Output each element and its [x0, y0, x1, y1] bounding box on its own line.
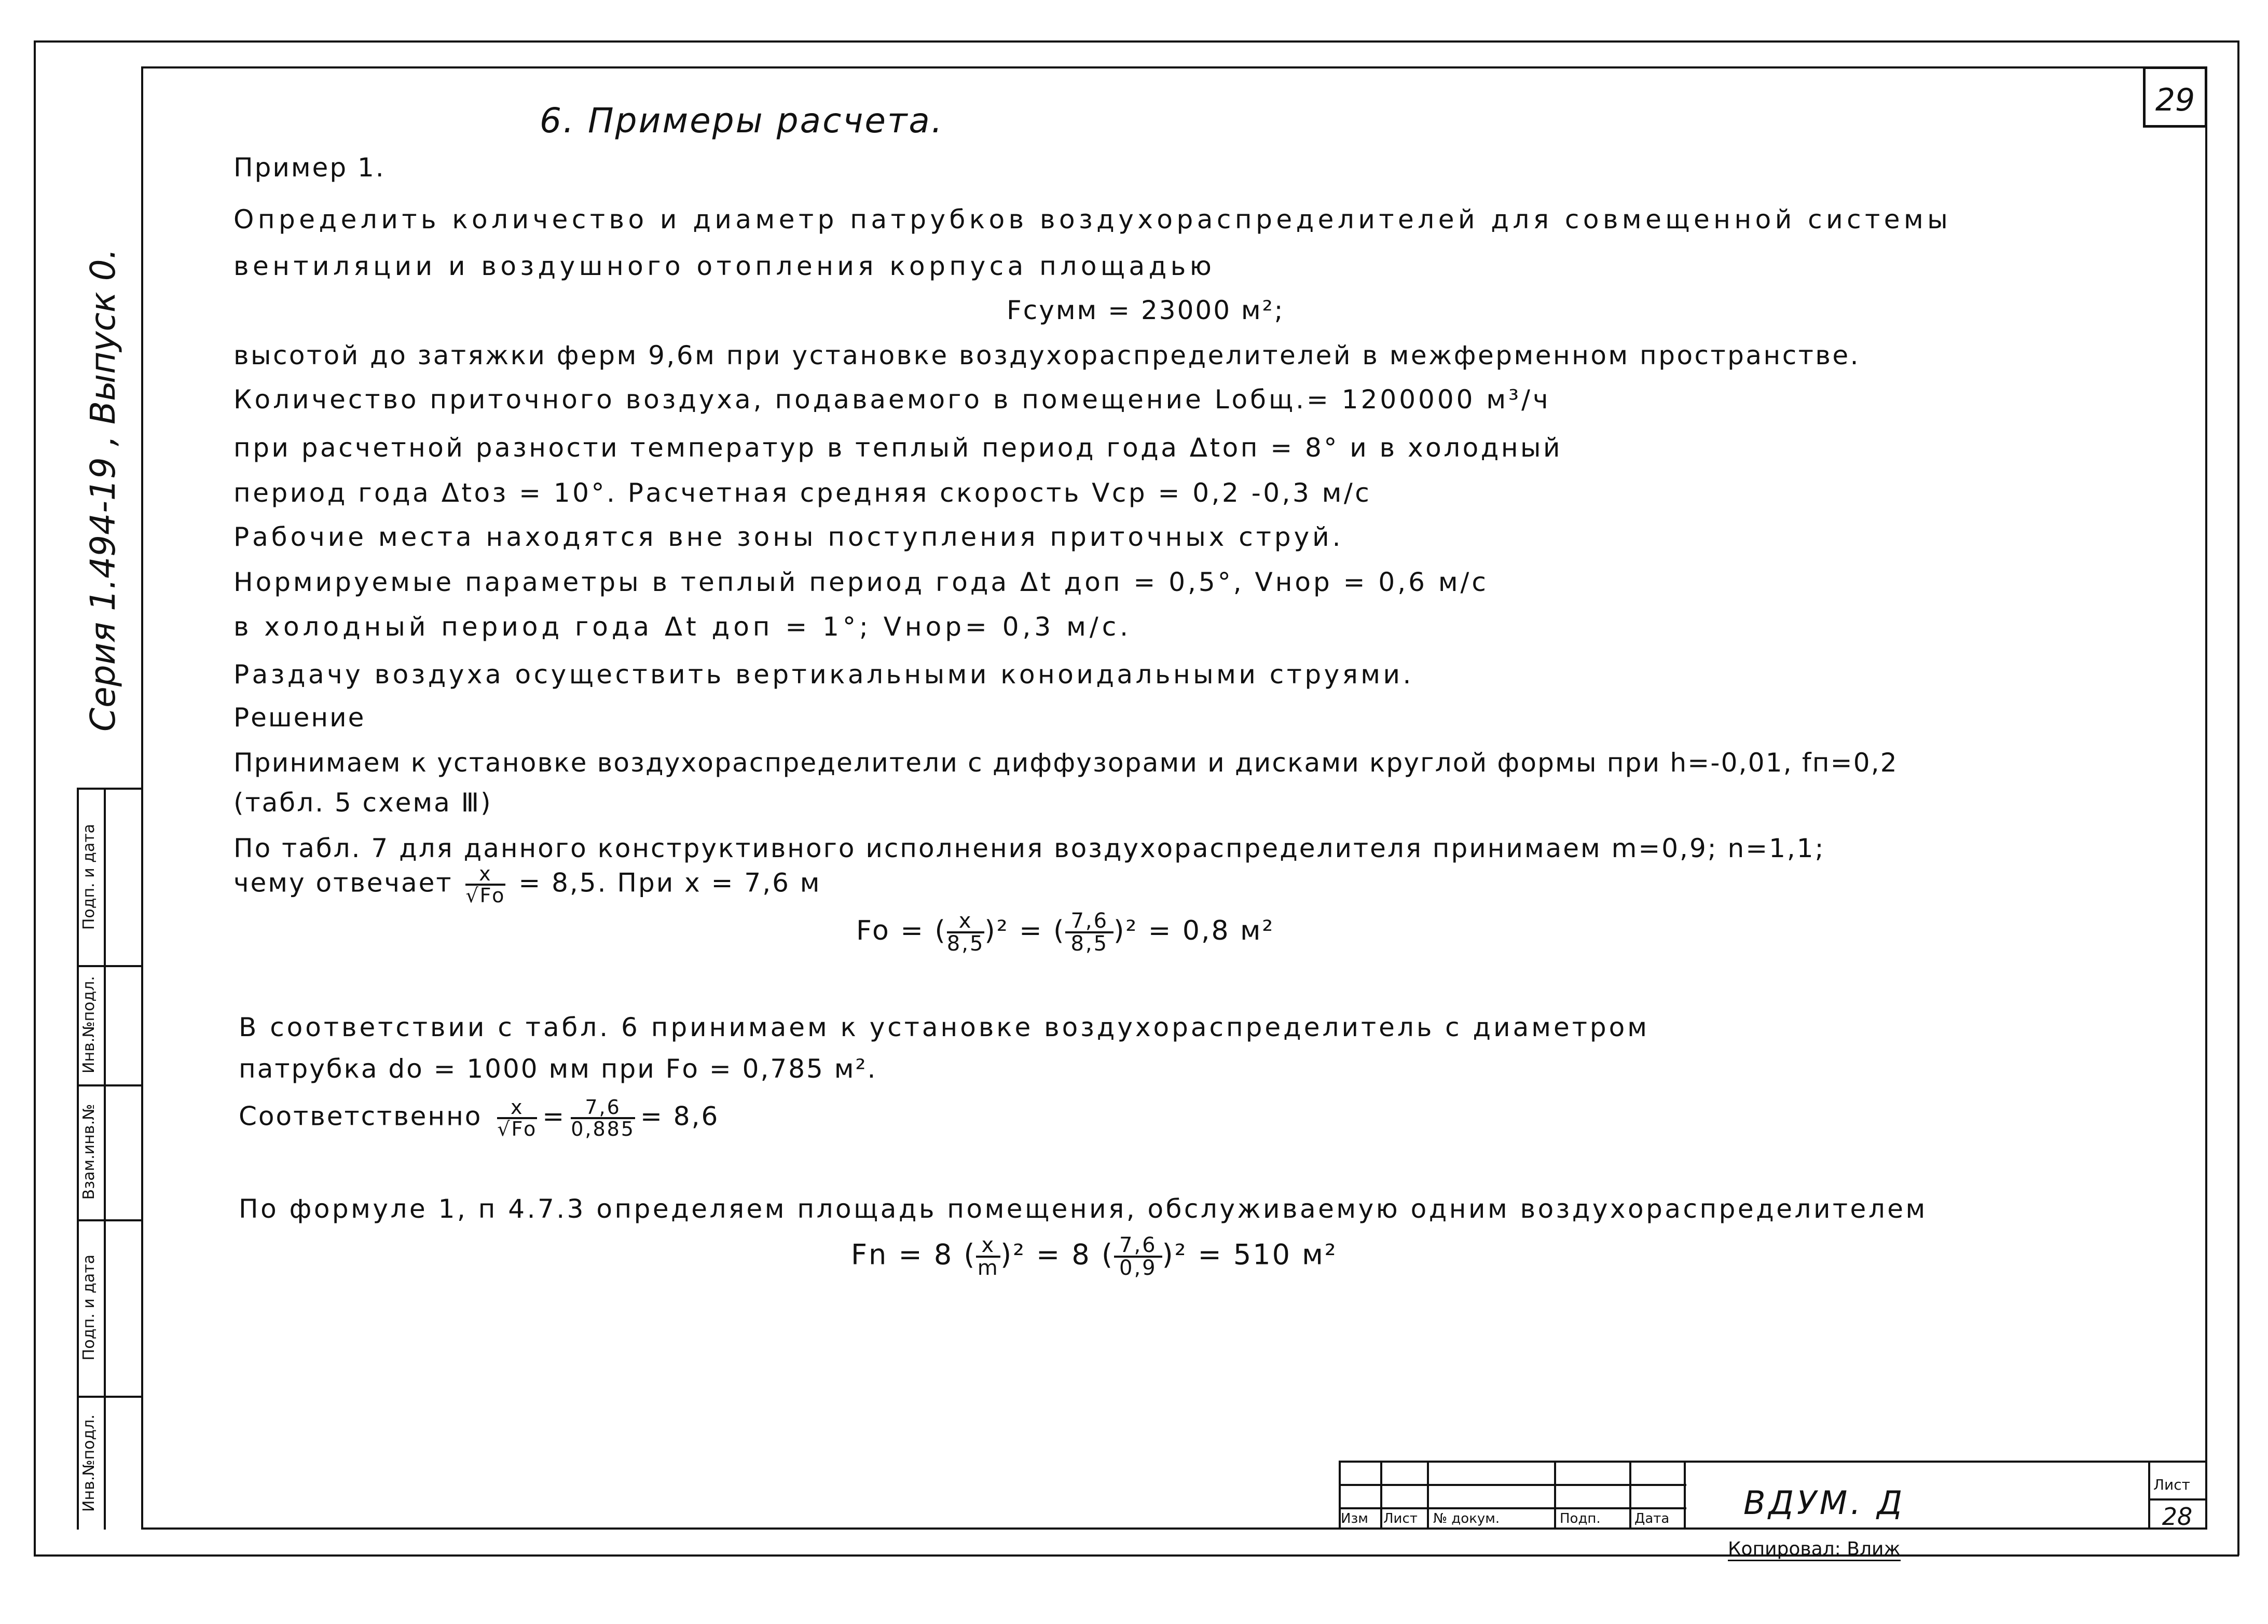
- text-line-14: (табл. 5 схема Ⅲ): [233, 788, 492, 818]
- example-label: Пример 1.: [233, 153, 386, 183]
- formula-f0-frac1-den: 8,5: [946, 932, 985, 956]
- text-line-15: По табл. 7 для данного конструктивного исполнения воздухораспределителя принимаем m=0,9; n=1,1;: [233, 833, 1825, 863]
- series-vertical-label: Серия 1.494-19 , Выпуск 0.: [83, 248, 123, 732]
- title-block-col-2: [1427, 1461, 1429, 1529]
- title-block-header-list: Лист: [1383, 1511, 1418, 1526]
- text-line-16-start: чему отвечает: [233, 868, 453, 898]
- formula-c-frac2: [571, 1097, 635, 1139]
- side-stamp-podp-data-1: Подп. и дата: [80, 823, 98, 930]
- formula-f0-frac1-num: x: [947, 911, 985, 933]
- text-line-18b: патрубка dо = 1000 мм при Fо = 0,785 м².: [239, 1054, 877, 1084]
- text-line-1: Определить количество и диаметр патрубков воздухораспределителей для совмещенной системы: [233, 204, 1952, 235]
- side-stamp-podp-data-2: Подп. и дата: [80, 1254, 98, 1361]
- text-line-6: при расчетной разности температур в теплый период года Δtоп = 8° и в холодный: [233, 433, 1562, 463]
- formula-f0: [856, 911, 1274, 954]
- formula-fn: [851, 1235, 1338, 1278]
- fraction-denominator-sqrtF: √Fo: [465, 884, 506, 907]
- text-line-8: Рабочие места находятся вне зоны поступления приточных струй.: [233, 522, 1344, 552]
- side-stamp-left-line: [77, 788, 79, 1530]
- title-block-header-podp: Подп.: [1560, 1511, 1601, 1526]
- text-line-18a: В соответствии с табл. 6 принимаем к установке воздухораспределитель с диаметром: [239, 1012, 1650, 1042]
- title-block-col-1: [1380, 1461, 1382, 1529]
- side-stamp-inv-podl-1: Инв.№подл.: [80, 976, 98, 1074]
- inner-frame-left: [141, 66, 143, 1530]
- text-line-solution: Решение: [233, 703, 366, 733]
- side-stamp-mid-line: [104, 788, 106, 1530]
- section-heading: 6. Примеры расчета.: [540, 101, 944, 141]
- text-line-13: Принимаем к установке воздухораспределители с диффузорами и дисками круглой формы при h=-0,01, fп=0,2: [233, 748, 1898, 778]
- inner-frame-right: [2205, 66, 2207, 1530]
- formula-c-frac2-den: 0,885: [571, 1118, 635, 1140]
- text-line-10: в холодный период года Δt доп = 1°; Vнор= 0,3 м/с.: [233, 612, 1132, 642]
- text-line-16: [233, 864, 821, 905]
- formula-c-eq: =: [542, 1101, 566, 1132]
- text-line-5: Количество приточного воздуха, подаваемого в помещение Lобщ.= 1200000 м³/ч: [233, 384, 1551, 415]
- side-stamp-top-line: [77, 788, 143, 790]
- formula-correspondingly: [239, 1097, 719, 1139]
- formula-fn-end: )² = 510 м²: [1162, 1238, 1338, 1271]
- formula-c-frac1: [497, 1097, 537, 1139]
- title-block-header-data: Дата: [1634, 1511, 1670, 1526]
- title-block-list-label: Лист: [2153, 1476, 2190, 1493]
- side-stamp-vzam-inv: Взам.инв.№: [80, 1104, 98, 1200]
- outer-frame-left: [34, 40, 36, 1556]
- formula-c-frac1-den: √Fo: [497, 1118, 538, 1140]
- formula-fn-frac2-den: 0,9: [1119, 1256, 1157, 1280]
- formula-f0-frac1: [947, 911, 985, 954]
- formula-f0-mid: )² = (: [984, 915, 1066, 946]
- formula-f0-left: Fo = (: [856, 915, 947, 946]
- title-block-col-4: [1629, 1461, 1631, 1529]
- formula-fn-frac1-den: m: [977, 1256, 999, 1280]
- title-block-list-number: 28: [2162, 1503, 2193, 1531]
- formula-c-frac2-num: 7,6: [571, 1097, 635, 1119]
- formula-c-frac1-num: x: [497, 1097, 537, 1119]
- side-stamp-inv-podl-2: Инв.№подл.: [80, 1414, 98, 1512]
- formula-c-result: = 8,6: [640, 1101, 720, 1132]
- text-line-2: вентиляции и воздушного отопления корпуса площадью: [233, 251, 1216, 281]
- formula-fn-frac1: [976, 1235, 1000, 1278]
- text-line-7: период года Δtоз = 10°. Расчетная средняя скорость Vср = 0,2 -0,3 м/с: [233, 478, 1372, 508]
- fraction-numerator-x: x: [465, 864, 505, 886]
- title-block-row-1: [1339, 1484, 1686, 1486]
- outer-frame-right: [2237, 40, 2239, 1556]
- title-block-row-2: [1339, 1507, 1686, 1509]
- formula-f0-frac2: [1065, 911, 1114, 954]
- formula-fn-frac2: [1114, 1235, 1162, 1278]
- inner-frame-top: [141, 66, 2206, 68]
- title-block-header-doc: № докум.: [1433, 1511, 1500, 1526]
- outer-frame-top: [34, 40, 2239, 43]
- text-correspondingly: Соответственно: [239, 1101, 483, 1132]
- formula-fn-frac2-num: 7,6: [1114, 1235, 1162, 1258]
- formula-fn-mid: )² = 8 (: [1000, 1238, 1115, 1271]
- outer-frame-bottom: [34, 1554, 2239, 1557]
- title-block-col-5: [1684, 1461, 1686, 1529]
- title-block-col-3: [1554, 1461, 1556, 1529]
- title-block-organization: ВДУМ. Д: [1743, 1484, 1906, 1522]
- title-block-list-divider: [2148, 1498, 2206, 1501]
- fraction-x-over-sqrtF: [465, 864, 505, 905]
- formula-f0-end: )² = 0,8 м²: [1114, 915, 1275, 946]
- inner-frame-bottom: [141, 1527, 2206, 1530]
- title-block-header-izm: Изм: [1341, 1511, 1368, 1526]
- copied-by-label: Копировал: Влиж: [1728, 1538, 1901, 1561]
- title-block-top-line: [1339, 1461, 2206, 1463]
- text-line-16-end: = 8,5. При x = 7,6 м: [518, 868, 821, 898]
- formula-fn-frac1-num: x: [976, 1235, 1000, 1258]
- text-line-4: высотой до затяжки ферм 9,6м при установке воздухораспределителей в межферменном пространстве.: [233, 340, 1860, 370]
- formula-f0-frac2-num: 7,6: [1065, 911, 1114, 933]
- sheet-number-top: 29: [2155, 82, 2195, 118]
- formula-fn-left: Fn = 8 (: [851, 1238, 977, 1271]
- text-line-11: Раздачу воздуха осуществить вертикальными коноидальными струями.: [233, 659, 1414, 690]
- text-line-20: По формуле 1, п 4.7.3 определяем площадь помещения, обслуживаемую одним воздухораспределителем: [239, 1194, 1928, 1224]
- text-line-3-formula: Fсумм = 23000 м²;: [1007, 295, 1285, 325]
- text-line-9: Нормируемые параметры в теплый период года Δt доп = 0,5°, Vнор = 0,6 м/с: [233, 567, 1489, 597]
- formula-f0-frac2-den: 8,5: [1070, 932, 1109, 956]
